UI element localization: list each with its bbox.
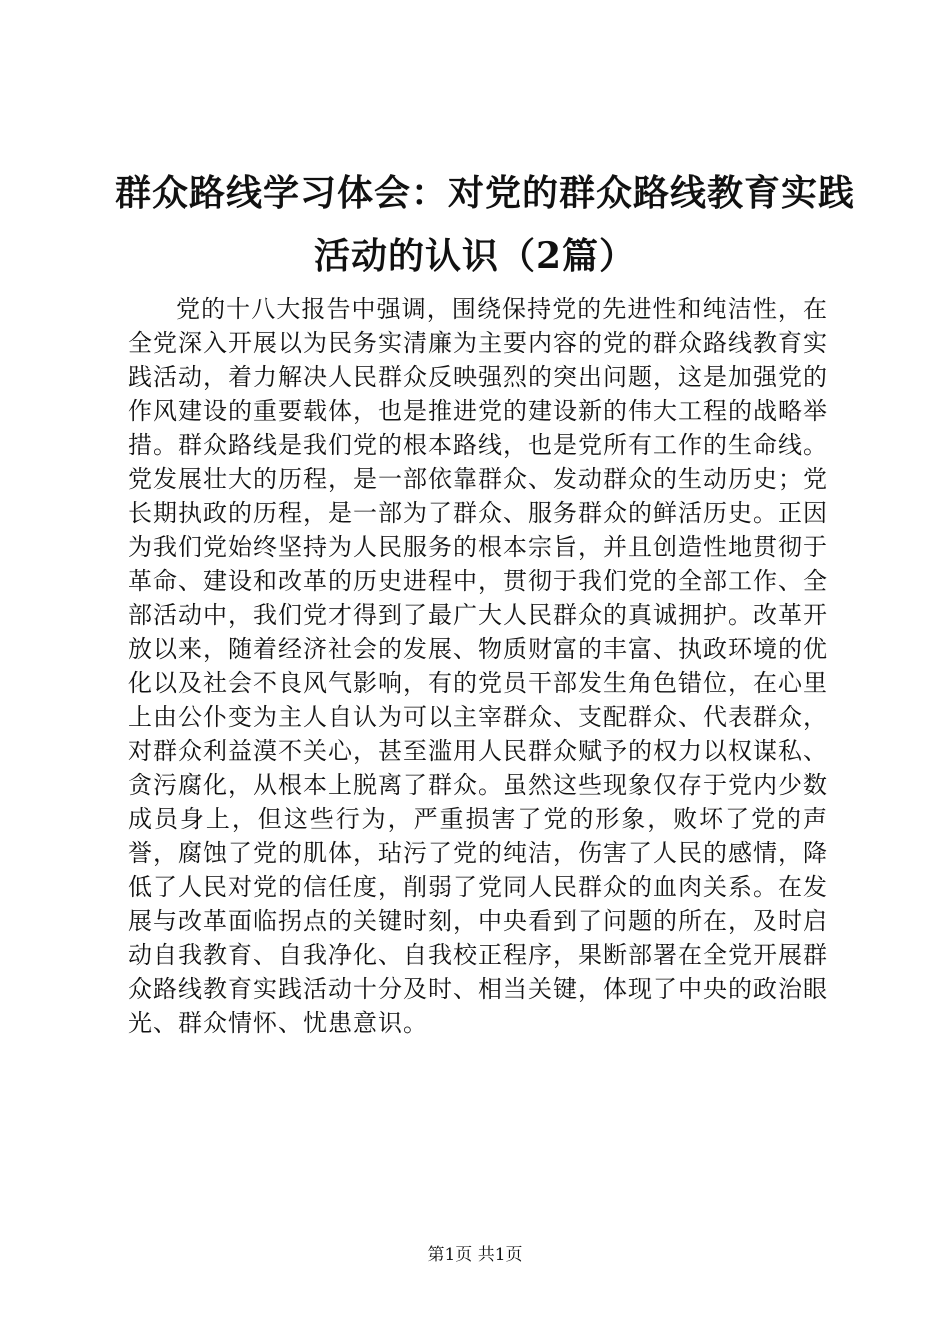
document-title-line2: 活动的认识（2篇） bbox=[313, 235, 637, 277]
page-footer: 第1页 共1页 bbox=[427, 1245, 523, 1265]
body-paragraph: 党的十八大报告中强调，围绕保持党的先进性和纯洁性，在全党深入开展以为民务实清廉为主要内容的党的群众路线教育实践活动，着力解决人民群众反映强烈的突出问题，这是加强党的作风建设的重要载体，也是推进党的建设新的伟大工程的战略举措。群众路线是我们党的根本路线，也是党所有工作的生命线。党发展壮大的历程，是一部依靠群众、发动群众的生动历史；党长期执政的历程，是一部为了群众、服务群众的鲜活历史。正因为我们党始终坚持为人民服务的根本宗旨，并且创造性地贯彻于革命、建设和改革的历史进程中，贯彻于我们党的全部工作、全部活动中，我们党才得到了最广大人民群众的真诚拥护。改革开放以来，随着经济社会的发展、物质财富的丰富、执政环境的优化以及社会不良风气影响，有的党员干部发生角色错位，在心里上由公仆变为主人自认为可以主宰群众、支配群众、代表群众，对群众利益漠不关心，甚至滥用人民群众赋予的权力以权谋私、贪污腐化，从根本上脱离了群众。虽然这些现象仅存于党内少数成员身上，但这些行为，严重损害了党的形象，败坏了党的声誉，腐蚀了党的肌体，玷污了党的纯洁，伤害了人民的感情，降低了人民对党的信任度，削弱了党同人民群众的血肉关系。在发展与改革面临拐点的关键时刻，中央看到了问题的所在，及时启动自我教育、自我净化、自我校正程序，果断部署在全党开展群众路线教育实践活动十分及时、相当关键，体现了中央的政治眼光、群众情怀、忧患意识。 bbox=[128, 295, 828, 1037]
document-title-line1: 群众路线学习体会：对党的群众路线教育实践 bbox=[115, 172, 856, 214]
document-title bbox=[115, 162, 856, 288]
